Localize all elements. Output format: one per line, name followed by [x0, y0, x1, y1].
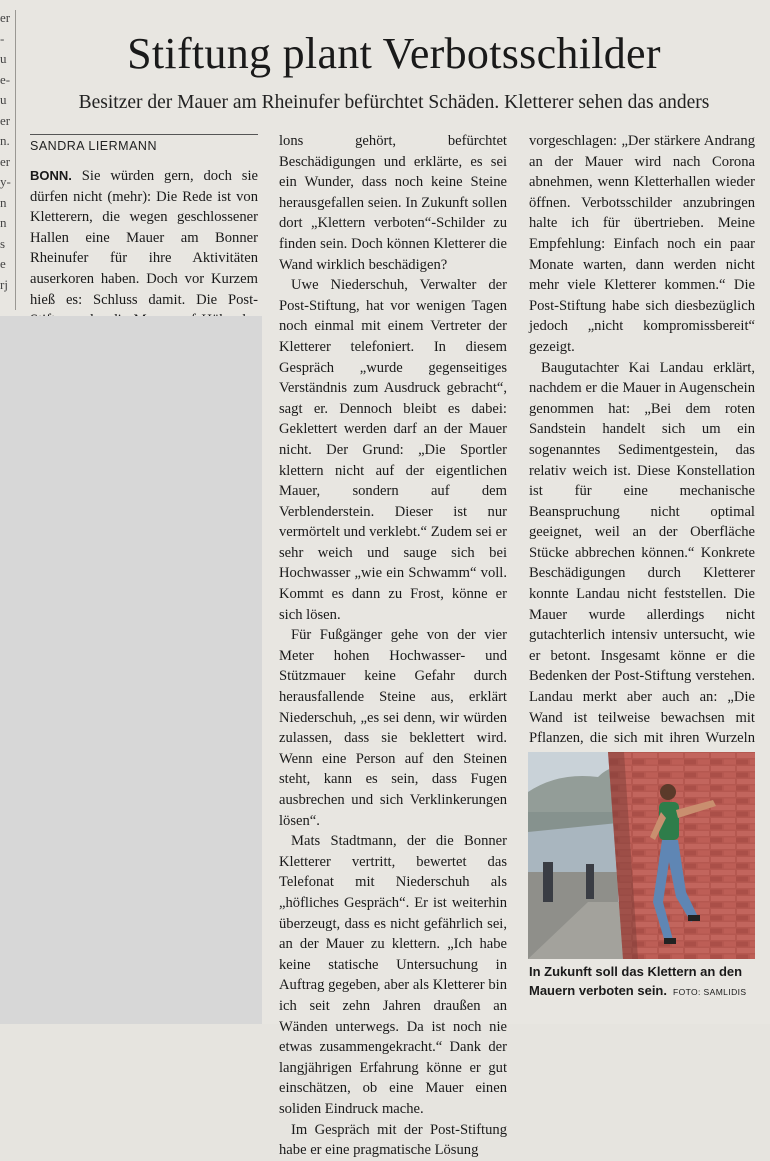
byline: SANDRA LIERMANN — [30, 139, 157, 153]
headline: Stiftung plant Verbotsschilder — [127, 29, 661, 78]
article-photo — [528, 752, 755, 959]
previous-article-spillover — [0, 8, 14, 295]
article-paragraph: Uwe Niederschuh, Verwalter der Post-Stiftung, hat vor wenigen Tagen noch einmal mit einem Vertreter der Kletterer telefoniert. In diesem Gespräch „wurde gegenseitiges Verständnis zum Ausdruck gebracht“, sagt er. Dennoch bleibt es dabei: Geklettert werden darf an der Mauer nicht. Der Grund: „Die Sportler klettern nicht auf der eigentlichen Mauer, sondern auf dem Verblenderstein. Dieser ist nur vermörtelt und verklebt.“ Zudem sei er sehr weich und sauge sich bei Hochwasser „wie ein Schwamm“ voll. Kommt es dann zu Frost, könne er sich lösen. — [279, 277, 507, 623]
redacted-area — [0, 316, 262, 1024]
spillover-fragment: y- — [0, 174, 11, 189]
article-paragraph: vorgeschlagen: „Der stärkere Andrang an der Mauer wird nach Corona abnehmen, wenn Kletterhallen wieder öffnen. Verbotsschilder anzubringen halte ich für übertrieben. Meine Empfehlung: Einfach noch ein paar Monate warten, dann werden nicht mehr viele Kletterer kommen.“ Die Post-Stiftung habe sich diesbezüglich jedoch „nicht kompromissbereit“ gezeigt. — [529, 133, 755, 355]
spillover-fragment: n. — [0, 133, 10, 148]
spillover-fragment: s — [0, 235, 6, 251]
paragraph-text: Sie würden gern, doch sie dürfen nicht (mehr): Die Rede ist von Kletterern, die wegen geschlossener Hallen eine Mauer am Bonner Rheinufer für ihre Aktivitäten auserkoren haben. Doch vor Kurzem hieß es: Schluss damit. Die Post- — [30, 168, 258, 308]
article-paragraph: Mats Stadtmann, der die Bonner Kletterer vertritt, bewertet das Telefonat mit Niederschuh als „höfliches Gespräch“. Er ist weiterhin überzeugt, dass es nicht gefährlich sei, an der Mauer zu klettern. „Ich habe keine statische Untersuchung in Auftrag gegeben, aber als Kletterer bin ich seit zehn Jahren draußen an Wänden unterwegs. Da ist noch nie etwas zusammengekracht.“ Dank der langjährigen Erfahrung könne er gut einschätzen, ob eine Mauer einen soliden Eindruck mache. — [279, 833, 507, 1117]
article-column-3 — [529, 131, 755, 831]
spillover-fragment: n — [0, 215, 7, 230]
column-divider — [15, 10, 16, 310]
article-column-2 — [279, 131, 507, 1161]
photo-caption-block — [529, 963, 757, 1001]
dateline: BONN. — [30, 168, 72, 183]
article-paragraph: Im Gespräch mit der Post-Stiftung habe er eine pragmatische Lösung — [279, 1121, 507, 1159]
spillover-fragment: er — [0, 112, 11, 128]
spillover-fragment: - — [0, 30, 5, 46]
photo-credit: FOTO: SAMLIDIS — [672, 986, 747, 997]
article-paragraph: Baugutachter Kai Landau erklärt, nachdem er die Mauer in Augenschein genommen hat: „Bei dem roten Sandstein handelt sich um ein sogenanntes Sedimentgestein, das relativ weich ist. Diese Konstellation ist für eine mechanische Beanspruchung nicht optimal geeignet, weil an der Oberfläche Stücke abbrechen können.“ Konkrete Beschädigungen durch Kletterer konnte Landau nicht feststellen. Die Mauer wurde allerdings nicht gutachterlich intensiv untersucht, wie er betont. Insgesamt könne er die Bedenken der Post-Stiftung verstehen. Landau merkt aber auch an: „Die Wand ist teilweise bewachsen mit Pflanzen, die sich mit ihren Wurzeln — [529, 359, 755, 747]
spillover-fragment: e- — [0, 71, 11, 87]
spillover-fragment: n — [0, 194, 7, 210]
byline-rule — [30, 134, 258, 135]
subheadline: Besitzer der Mauer am Rheinufer befürchtet Schäden. Kletterer sehen das anders — [78, 92, 710, 113]
byline-block — [30, 134, 258, 153]
spillover-fragment: u — [0, 92, 7, 107]
article-paragraph: Für Fußgänger gehe von der vier Meter hohen Hochwasser- und Stützmauer keine Gefahr durch herausfallende Steine aus, erklärt Niederschuh, „es sei denn, wir würden zulassen, dass sie beklettert wird. Wenn eine Person auf den Steinen steht, kann es sein, dass Fugen ausbrechen und sich Verklinkerungen lösen“. — [279, 627, 507, 829]
spillover-fragment: e — [0, 256, 6, 271]
climber-on-wall-image — [528, 752, 755, 959]
spillover-fragment: u — [0, 51, 7, 66]
spillover-fragment: rj — [0, 276, 8, 292]
photo-caption: In Zukunft soll das Klettern an den Mauern verboten sein. — [529, 964, 743, 998]
spillover-fragment: er — [0, 153, 11, 169]
spillover-fragment: er — [0, 10, 11, 25]
article-paragraph: lons gehört, befürchtet Beschädigungen und erklärte, es sei ein Wunder, dass noch keine Steine herausgefallen seien. In Zukunft sollen dort „Klettern verboten“-Schilder zu finden sein. Doch können Kletterer die Wand wirklich beschädigen? — [279, 133, 507, 273]
